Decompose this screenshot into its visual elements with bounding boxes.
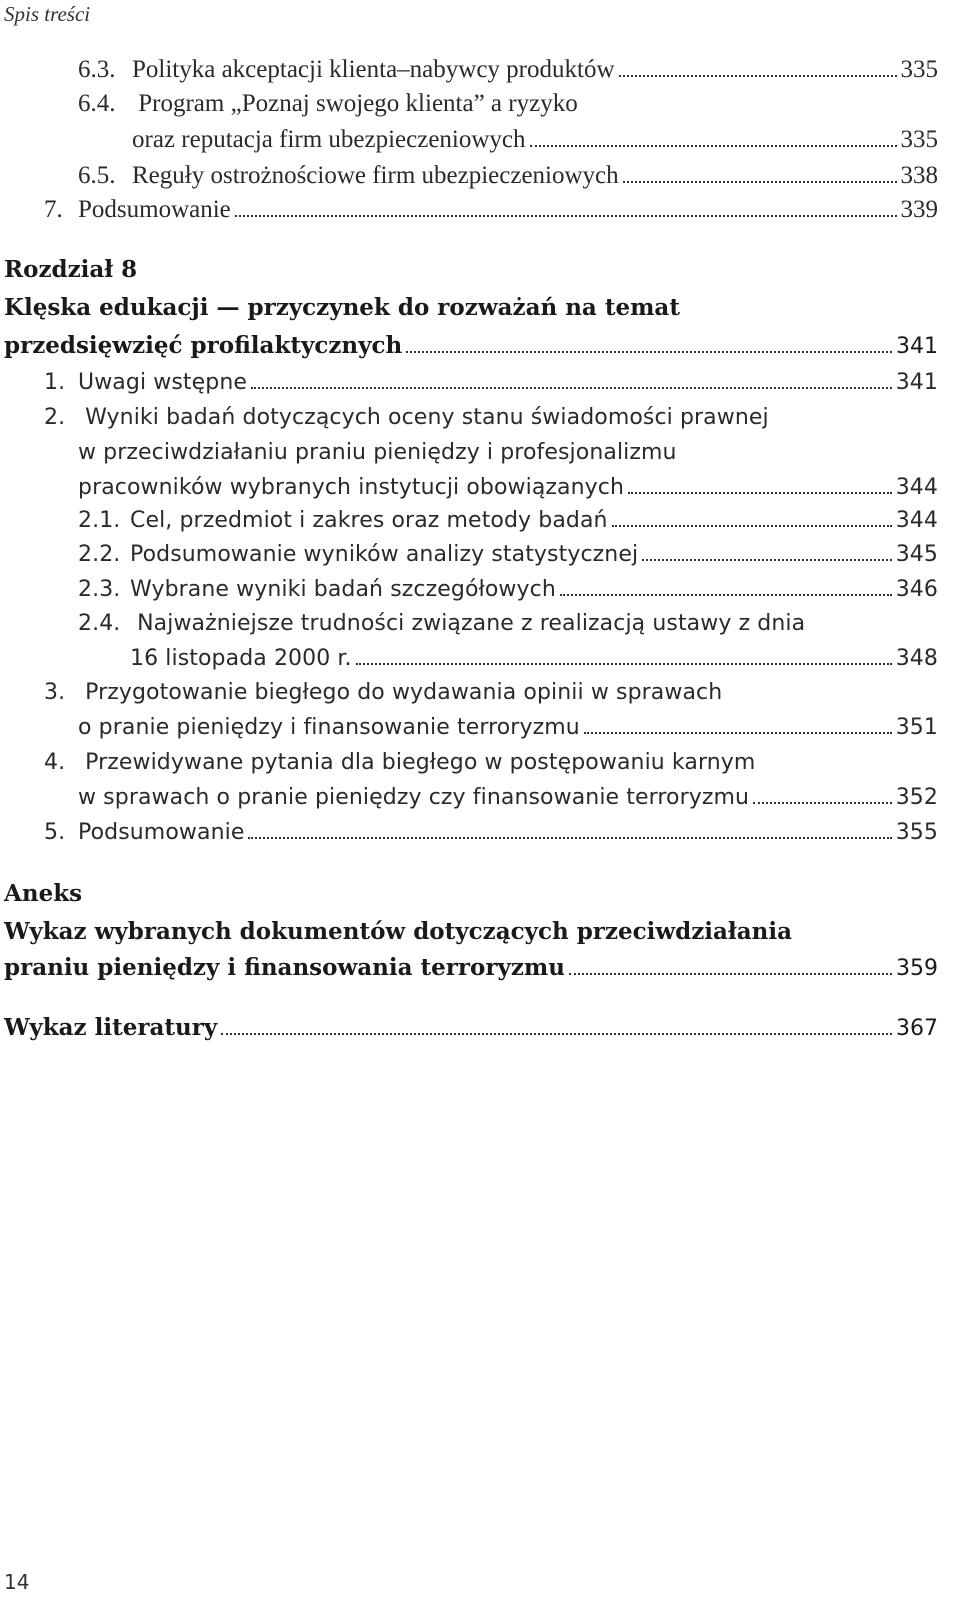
toc-entry-number: 6.5.: [78, 162, 116, 189]
toc-entry-number: 7.: [44, 196, 63, 223]
toc-entry-title: w przeciwdziałaniu praniu pieniędzy i profesjonalizmu: [78, 440, 677, 465]
toc-entry[interactable]: [78, 90, 578, 118]
toc-entry-page: 359: [896, 956, 938, 981]
toc-entry-page: 355: [895, 820, 938, 845]
toc-entry-continuation[interactable]: [78, 440, 677, 465]
toc-entry-title: Przygotowanie biegłego do wydawania opinii w sprawach: [85, 680, 723, 705]
dot-leader: [628, 492, 892, 494]
toc-entry-page: 346: [895, 577, 938, 602]
toc-entry-title: oraz reputacja firm ubezpieczeniowych: [132, 126, 526, 153]
toc-entry[interactable]: [78, 56, 938, 84]
literature-title: Wykaz literatury: [4, 1014, 218, 1041]
chapter-title: Klęska edukacji — przyczynek do rozważań na temat: [4, 294, 680, 321]
toc-entry-page: 339: [900, 196, 938, 223]
annex-title-continuation: praniu pieniędzy i finansowania terroryzmu: [4, 954, 565, 981]
toc-entry[interactable]: [44, 820, 938, 845]
toc-entry-number: 5.: [44, 820, 66, 845]
toc-entry[interactable]: [78, 542, 938, 567]
chapter-title-line[interactable]: [4, 332, 938, 359]
toc-entry-title: o pranie pieniędzy i finansowanie terroryzmu: [78, 715, 580, 740]
toc-entry-page: 335: [900, 56, 938, 83]
toc-entry-continuation[interactable]: [78, 715, 938, 740]
toc-entry-title: Wyniki badań dotyczących oceny stanu świadomości prawnej: [85, 405, 769, 430]
toc-entry[interactable]: [78, 508, 938, 533]
toc-entry-page: 367: [896, 1016, 938, 1041]
toc-entry-number: 1.: [44, 370, 66, 395]
dot-leader: [251, 387, 892, 389]
toc-entry-title: Uwagi wstępne: [78, 370, 248, 395]
toc-entry-number: 2.3.: [78, 577, 121, 602]
toc-entry-title: Polityka akceptacji klienta–nabywcy produktów: [132, 56, 615, 83]
toc-entry-number: 2.: [44, 405, 66, 430]
toc-entry-number: 4.: [44, 750, 66, 775]
toc-entry[interactable]: [44, 750, 755, 775]
dot-leader: [619, 75, 897, 77]
dot-leader: [560, 594, 892, 596]
toc-entry-title: Podsumowanie: [78, 196, 231, 223]
dot-leader: [584, 732, 892, 734]
annex-title-line[interactable]: [4, 954, 938, 981]
toc-entry-continuation[interactable]: [78, 475, 938, 500]
dot-leader: [248, 837, 891, 839]
dot-leader: [235, 215, 897, 217]
dot-leader: [612, 525, 892, 527]
toc-entry-title: 16 listopada 2000 r.: [130, 646, 352, 671]
toc-entry-page: 351: [895, 715, 938, 740]
toc-entry-page: 345: [895, 542, 938, 567]
dot-leader: [569, 973, 892, 975]
toc-entry-title: Program „Poznaj swojego klienta” a ryzyko: [138, 90, 578, 117]
toc-entry[interactable]: [44, 196, 938, 224]
page-number: 14: [4, 1570, 30, 1594]
toc-entry-title: w sprawach o pranie pieniędzy czy finansowanie terroryzmu: [78, 785, 750, 810]
toc-entry-title: Najważniejsze trudności związane z realizacją ustawy z dnia: [137, 611, 806, 636]
annex-title: Wykaz wybranych dokumentów dotyczących przeciwdziałania: [4, 918, 793, 945]
chapter-label: Rozdział 8: [4, 256, 138, 283]
toc-entry[interactable]: [78, 611, 805, 636]
running-head: Spis treści: [4, 2, 91, 26]
toc-entry[interactable]: [44, 370, 938, 395]
toc-entry-page: 338: [900, 162, 938, 189]
dot-leader: [406, 351, 892, 353]
toc-entry[interactable]: [44, 680, 722, 705]
toc-entry-title: Podsumowanie wyników analizy statystycznej: [130, 542, 639, 567]
toc-entry-page: 348: [895, 646, 938, 671]
toc-entry-page: 344: [895, 508, 938, 533]
annex-label: Aneks: [4, 880, 83, 907]
toc-entry-title: pracowników wybranych instytucji obowiązanych: [78, 475, 625, 500]
toc-entry-page: 352: [895, 785, 938, 810]
toc-entry-continuation[interactable]: [130, 646, 938, 671]
toc-entry-title: Wybrane wyniki badań szczegółowych: [130, 577, 556, 602]
toc-entry-continuation[interactable]: [132, 126, 938, 154]
literature-entry[interactable]: [4, 1014, 938, 1041]
toc-entry-title: Cel, przedmiot i zakres oraz metody badań: [130, 508, 608, 533]
dot-leader: [642, 559, 892, 561]
toc-entry-number: 6.3.: [78, 56, 116, 83]
toc-entry[interactable]: [44, 405, 769, 430]
dot-leader: [356, 663, 892, 665]
toc-entry-page: 341: [896, 334, 938, 359]
toc-entry-page: 335: [900, 126, 938, 153]
chapter-title-continuation: przedsięwzięć profilaktycznych: [4, 332, 403, 359]
dot-leader: [530, 145, 897, 147]
toc-entry[interactable]: [78, 162, 938, 190]
dot-leader: [753, 802, 892, 804]
toc-entry-number: 2.4.: [78, 611, 121, 636]
toc-entry-continuation[interactable]: [78, 785, 938, 810]
toc-entry-page: 344: [895, 475, 938, 500]
toc-entry-title: Podsumowanie: [78, 820, 245, 845]
toc-entry-title: Przewidywane pytania dla biegłego w postępowaniu karnym: [85, 750, 756, 775]
toc-entry-number: 2.1.: [78, 508, 121, 533]
toc-entry[interactable]: [78, 577, 938, 602]
toc-entry-page: 341: [895, 370, 938, 395]
toc-entry-title: Reguły ostrożnościowe firm ubezpieczeniowych: [132, 162, 619, 189]
toc-entry-number: 2.2.: [78, 542, 121, 567]
toc-entry-number: 6.4.: [78, 90, 116, 117]
toc-entry-number: 3.: [44, 680, 66, 705]
dot-leader: [221, 1033, 892, 1035]
dot-leader: [623, 181, 897, 183]
